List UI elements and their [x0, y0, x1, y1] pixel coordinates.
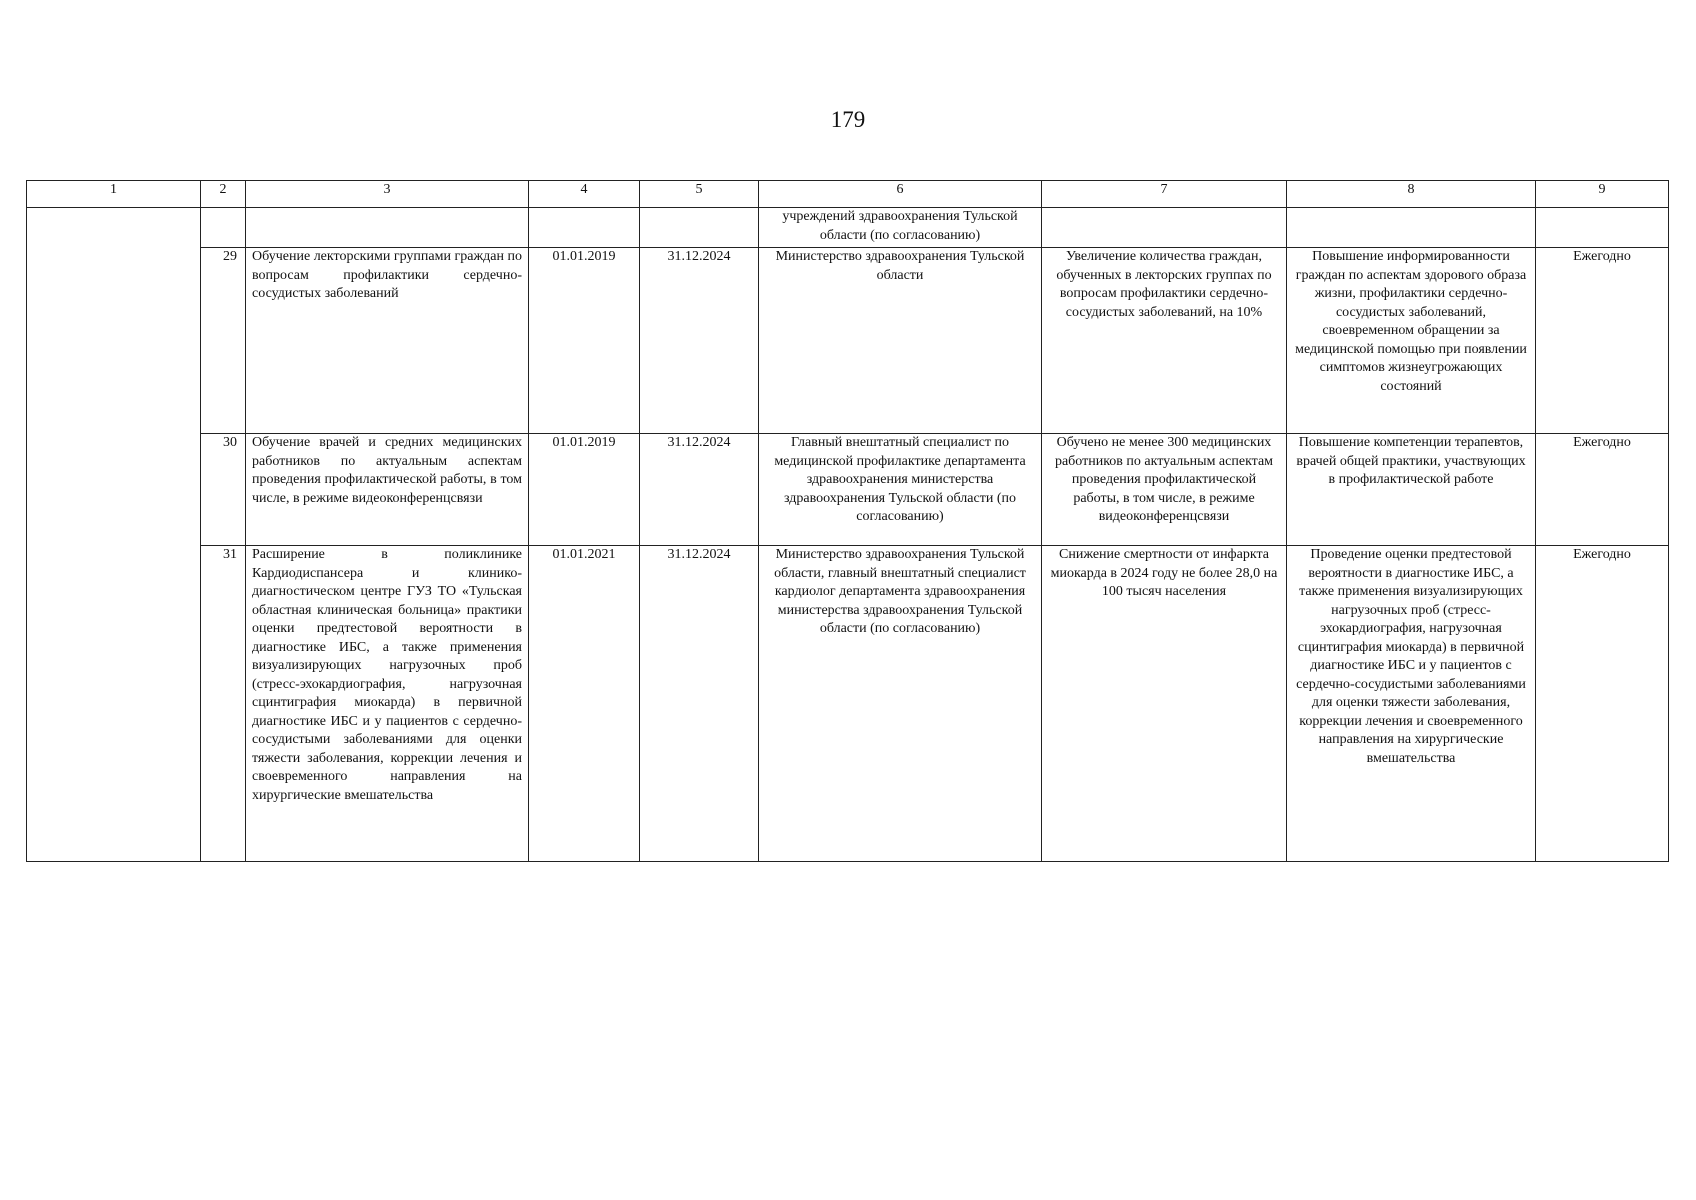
table-cell: [1042, 208, 1287, 248]
column-header-8: 8: [1287, 181, 1536, 208]
activity-cell: Обучение врачей и средних медицинских работников по актуальным аспектам проведения профилактической работы, в том числе, в режиме видеоконференцсвязи: [246, 434, 529, 546]
section-cell: [27, 208, 201, 862]
result-cell: Проведение оценки предтестовой вероятности в диагностике ИБС, а также применения визуализирующих нагрузочных проб (стресс-эхокардиография, нагрузочная сцинтиграфия миокарда) в первичной диагностике ИБС и у пациентов с сердечно-сосудистыми заболеваниями для оценки тяжести заболевания, коррекции лечения и своевременного направления на хирургические вмешательства: [1287, 546, 1536, 862]
responsible-cell: Главный внештатный специалист по медицинской профилактике департамента здравоохранения министерства здравоохранения Тульской области (по согласованию): [759, 434, 1042, 546]
responsible-cell: Министерство здравоохранения Тульской области, главный внештатный специалист кардиолог департамента здравоохранения министерства здравоохранения Тульской области (по согласованию): [759, 546, 1042, 862]
page-number: 179: [830, 107, 866, 132]
column-header-3: 3: [246, 181, 529, 208]
end-date-cell: 31.12.2024: [640, 248, 759, 434]
table-cell: [201, 208, 246, 248]
column-header-6: 6: [759, 181, 1042, 208]
column-header-7: 7: [1042, 181, 1287, 208]
indicator-cell: Снижение смертности от инфаркта миокарда в 2024 году не более 28,0 на 100 тысяч населения: [1042, 546, 1287, 862]
column-header-9: 9: [1536, 181, 1669, 208]
end-date-cell: 31.12.2024: [640, 546, 759, 862]
table-cell: [1536, 208, 1669, 248]
frequency-cell: Ежегодно: [1536, 434, 1669, 546]
table-cell: [640, 208, 759, 248]
measures-table: [26, 180, 1669, 862]
row-number: 31: [201, 546, 246, 862]
responsible-cell: Министерство здравоохранения Тульской области: [759, 248, 1042, 434]
column-number-row: [27, 181, 1669, 208]
frequency-cell: Ежегодно: [1536, 546, 1669, 862]
start-date-cell: 01.01.2021: [529, 546, 640, 862]
activity-cell: Расширение в поликлинике Кардиодиспансера и клинико-диагностическом центре ГУЗ ТО «Тульская областная клиническая больница» практики оценки предтестовой вероятности в диагностике ИБС, а также применения визуализирующих нагрузочных проб (стресс-эхокардиография, нагрузочная сцинтиграфия миокарда) в первичной диагностике ИБС и у пациентов с сердечно-сосудистыми заболеваниями для оценки тяжести заболевания, коррекции лечения и своевременного направления на хирургические вмешательства: [246, 546, 529, 862]
row-number: 29: [201, 248, 246, 434]
start-date-cell: 01.01.2019: [529, 434, 640, 546]
table-cell: [529, 208, 640, 248]
indicator-cell: Обучено не менее 300 медицинских работников по актуальным аспектам проведения профилактической работы, в том числе, в режиме видеоконференцсвязи: [1042, 434, 1287, 546]
activity-cell: Обучение лекторскими группами граждан по вопросам профилактики сердечно-сосудистых заболеваний: [246, 248, 529, 434]
continuation-row: [27, 208, 1669, 248]
responsible-cell: учреждений здравоохранения Тульской области (по согласованию): [759, 208, 1042, 248]
column-header-1: 1: [27, 181, 201, 208]
table-row: [27, 248, 1669, 434]
table-cell: [1287, 208, 1536, 248]
column-header-2: 2: [201, 181, 246, 208]
end-date-cell: 31.12.2024: [640, 434, 759, 546]
table-row: [27, 546, 1669, 862]
row-number: 30: [201, 434, 246, 546]
result-cell: Повышение информированности граждан по аспектам здорового образа жизни, профилактики сердечно-сосудистых заболеваний, своевременном обращении за медицинской помощью при появлении симптомов жизнеугрожающих состояний: [1287, 248, 1536, 434]
table-row: [27, 434, 1669, 546]
result-cell: Повышение компетенции терапевтов, врачей общей практики, участвующих в профилактической работе: [1287, 434, 1536, 546]
frequency-cell: Ежегодно: [1536, 248, 1669, 434]
start-date-cell: 01.01.2019: [529, 248, 640, 434]
indicator-cell: Увеличение количества граждан, обученных в лекторских группах по вопросам профилактики сердечно-сосудистых заболеваний, на 10%: [1042, 248, 1287, 434]
column-header-5: 5: [640, 181, 759, 208]
column-header-4: 4: [529, 181, 640, 208]
table-cell: [246, 208, 529, 248]
